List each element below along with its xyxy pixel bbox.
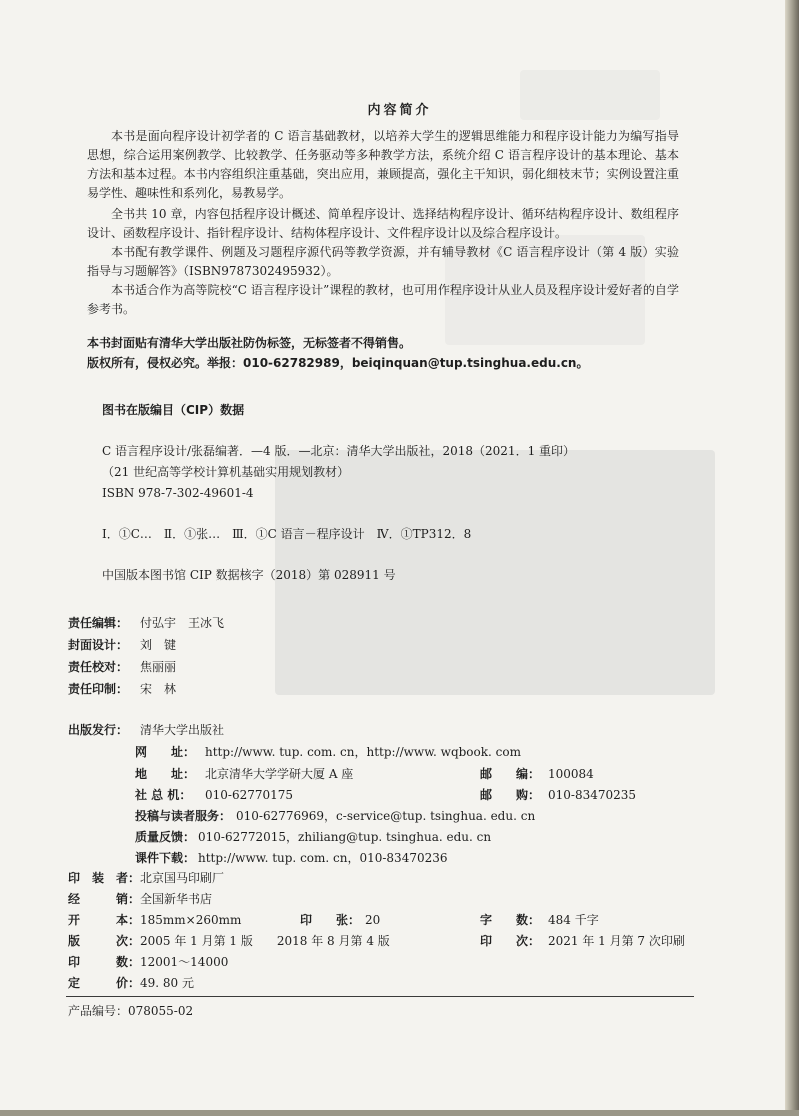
print-run-label: 印 数： bbox=[68, 955, 141, 969]
mail-order-value: 010-83470235 bbox=[548, 788, 637, 802]
staff-label-printing: 责任印制： bbox=[68, 682, 129, 696]
printer-value: 北京国马印刷厂 bbox=[140, 871, 225, 885]
page-edge-bottom bbox=[0, 1110, 799, 1116]
courseware-download-value: http://www. tup. com. cn，010-83470236 bbox=[198, 851, 448, 865]
staff-label-proofreader: 责任校对： bbox=[68, 660, 129, 674]
sheets-label: 印 张： bbox=[300, 913, 361, 927]
price-value: 49. 80 元 bbox=[140, 976, 194, 990]
distributor-label: 经 销： bbox=[68, 892, 141, 906]
staff-value-cover: 刘 键 bbox=[140, 638, 177, 652]
address-label: 地 址： bbox=[135, 767, 196, 781]
publisher-label: 出版发行： bbox=[68, 723, 129, 737]
summary-paragraph-3: 本书配有教学课件、例题及习题程序源代码等教学资源，并有辅导教材《C 语言程序设计（第 4 版）实验指导与习题解答》（ISBN9787302495932）。 bbox=[87, 245, 679, 278]
summary-paragraph-1: 本书是面向程序设计初学者的 C 语言基础教材，以培养大学生的逻辑思维能力和程序设计能力为编写指导思想，综合运用案例教学、比较教学、任务驱动等多种教学方法，系统介绍 C 语言程序设计的基本理论、基本方法和基本过程。本书内容组织注重基础，突出应用，兼顾提高，强化主干知识，弱化细枝末节；实例设置注重易学性、趣味性和系列化，易教易学。 bbox=[87, 129, 679, 200]
cip-isbn: ISBN 978-7-302-49601-4 bbox=[102, 486, 254, 500]
courseware-download-label: 课件下载： bbox=[135, 851, 196, 865]
cip-heading: 图书在版编目（CIP）数据 bbox=[102, 403, 245, 417]
staff-value-editor: 付弘宇 王冰飞 bbox=[140, 616, 225, 630]
cip-record-number: 中国版本图书馆 CIP 数据核字（2018）第 028911 号 bbox=[102, 568, 396, 582]
quality-feedback-value: 010-62772015，zhiliang@tup. tsinghua. edu. cn bbox=[198, 830, 492, 844]
format-value: 185mm×260mm bbox=[140, 913, 242, 927]
edition-value: 2005 年 1 月第 1 版 2018 年 8 月第 4 版 bbox=[140, 934, 390, 948]
website-label: 网 址： bbox=[135, 745, 196, 759]
zip-label: 邮 编： bbox=[480, 767, 541, 781]
switchboard-value: 010-62770175 bbox=[205, 788, 294, 802]
price-label: 定 价： bbox=[68, 976, 141, 990]
edition-label: 版 次： bbox=[68, 934, 141, 948]
mail-order-label: 邮 购： bbox=[480, 788, 541, 802]
distributor-value: 全国新华书店 bbox=[140, 892, 213, 906]
staff-value-proofreader: 焦丽丽 bbox=[140, 660, 177, 674]
summary-paragraph-4: 本书适合作为高等院校“C 语言程序设计”课程的教材，也可用作程序设计从业人员及程序设计爱好者的自学参考书。 bbox=[87, 283, 679, 316]
sheets-value: 20 bbox=[365, 913, 381, 927]
divider-line bbox=[66, 996, 694, 997]
printer-label: 印 装 者： bbox=[68, 871, 141, 885]
product-number-value: 078055-02 bbox=[128, 1004, 194, 1018]
impression-value: 2021 年 1 月第 7 次印刷 bbox=[548, 934, 685, 948]
switchboard-label: 社 总 机： bbox=[135, 788, 192, 802]
cip-line-1: C 语言程序设计/张磊编著．—4 版．—北京：清华大学出版社，2018（2021．1 重印） bbox=[102, 444, 576, 458]
print-run-value: 12001～14000 bbox=[140, 955, 229, 969]
word-count-label: 字 数： bbox=[480, 913, 541, 927]
product-number-label: 产品编号： bbox=[68, 1004, 129, 1018]
quality-feedback-label: 质量反馈： bbox=[135, 830, 196, 844]
staff-value-printing: 宋 林 bbox=[140, 682, 177, 696]
anti-counterfeit-notice: 本书封面贴有清华大学出版社防伪标签，无标签者不得销售。 bbox=[87, 336, 412, 350]
page-edge-right bbox=[785, 0, 799, 1116]
address-value: 北京清华大学学研大厦 A 座 bbox=[205, 767, 354, 781]
publisher-value: 清华大学出版社 bbox=[140, 723, 225, 737]
staff-label-editor: 责任编辑： bbox=[68, 616, 129, 630]
reader-service-label: 投稿与读者服务： bbox=[135, 809, 232, 823]
word-count-value: 484 千字 bbox=[548, 913, 599, 927]
zip-value: 100084 bbox=[548, 767, 594, 781]
format-label: 开 本： bbox=[68, 913, 141, 927]
impression-label: 印 次： bbox=[480, 934, 541, 948]
cip-line-2: （21 世纪高等学校计算机基础实用规划教材） bbox=[102, 465, 350, 479]
staff-label-cover: 封面设计： bbox=[68, 638, 129, 652]
copyright-notice: 版权所有，侵权必究。举报：010-62782989，beiqinquan@tup.tsinghua.edu.cn。 bbox=[87, 356, 589, 370]
cip-classification: Ⅰ．①C… Ⅱ．①张… Ⅲ．①C 语言－程序设计 Ⅳ．①TP312．8 bbox=[102, 527, 472, 541]
summary-title: 内容简介 bbox=[367, 103, 432, 118]
summary-paragraph-2: 全书共 10 章，内容包括程序设计概述、简单程序设计、选择结构程序设计、循环结构程序设计、数组程序设计、函数程序设计、指针程序设计、结构体程序设计、文件程序设计以及综合程序设计。 bbox=[87, 207, 679, 240]
website-value: http://www. tup. com. cn，http://www. wqbook. com bbox=[205, 745, 521, 759]
reader-service-value: 010-62776969，c-service@tup. tsinghua. edu. cn bbox=[236, 809, 536, 823]
